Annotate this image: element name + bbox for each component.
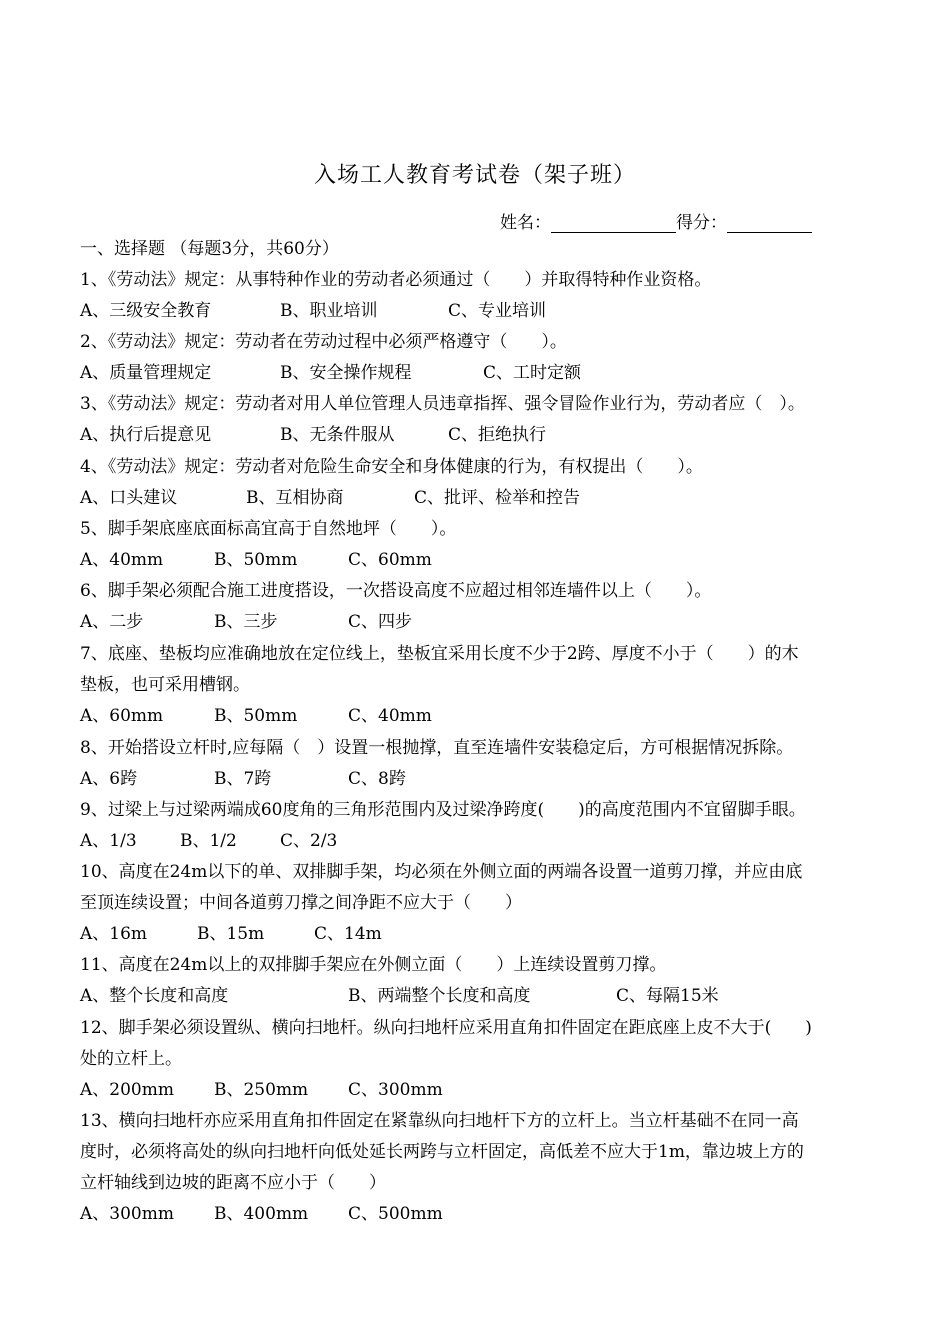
option-b: B、三步	[214, 612, 278, 632]
option-a: A、300mm	[80, 1204, 174, 1224]
question-10-text: 10、高度在24m以下的单、双排脚手架，均必须在外侧立面的两端各设置一道剪刀撑，并应由底	[80, 862, 803, 882]
score-label: 得分：	[676, 213, 727, 233]
question-9-text: 9、过梁上与过梁两端成60度角的三角形范围内及过梁净跨度( )的高度范围内不宜留脚手眼。	[80, 800, 806, 820]
option-a: A、6跨	[80, 769, 138, 789]
option-a: A、三级安全教育	[80, 301, 212, 321]
question-12-text: 处的立杆上。	[80, 1049, 182, 1069]
question-11-text: 11、高度在24m以上的双排脚手架应在外侧立面（ ）上连续设置剪刀撑。	[80, 955, 667, 975]
question-13-text: 立杆轴线到边坡的距离不应小于（ ）	[80, 1173, 386, 1193]
option-b: B、1/2	[180, 831, 237, 851]
option-a: A、质量管理规定	[80, 363, 212, 383]
option-b: B、50mm	[214, 550, 298, 570]
question-10-text: 至顶连续设置；中间各道剪刀撑之间净距不应大于（ ）	[80, 893, 522, 913]
option-c: C、四步	[348, 612, 413, 632]
option-c: C、500mm	[348, 1204, 443, 1224]
option-b: B、两端整个长度和高度	[348, 986, 531, 1006]
question-13-text: 度时，必须将高处的纵向扫地杆向低处延长两跨与立杆固定，高低差不应大于1m，靠边坡上方的	[80, 1142, 804, 1162]
option-a: A、执行后提意见	[80, 425, 212, 445]
option-a: A、口头建议	[80, 488, 178, 508]
score-blank	[727, 214, 812, 233]
question-5-text: 5、脚手架底座底面标高宜高于自然地坪（ ）。	[80, 519, 457, 539]
option-b: B、250mm	[214, 1080, 309, 1100]
option-a: A、40mm	[80, 550, 164, 570]
name-score-fields	[500, 208, 812, 233]
name-label: 姓名：	[500, 213, 551, 233]
question-1-text: 1、《劳动法》规定：从事特种作业的劳动者必须通过（ ）并取得特种作业资格。	[80, 270, 712, 290]
question-7-text: 7、底座、垫板均应准确地放在定位线上，垫板宜采用长度不少于2跨、厚度不小于（ ）的木	[80, 644, 799, 664]
question-7-text: 垫板，也可采用槽钢。	[80, 675, 250, 695]
question-4-text: 4、《劳动法》规定：劳动者对危险生命安全和身体健康的行为，有权提出（ ）。	[80, 457, 703, 477]
question-3-text: 3、《劳动法》规定：劳动者对用人单位管理人员违章指挥、强令冒险作业行为，劳动者应（ ）。	[80, 394, 805, 414]
option-c: C、拒绝执行	[448, 425, 547, 445]
option-a: A、1/3	[80, 831, 137, 851]
option-a: A、200mm	[80, 1080, 174, 1100]
option-b: B、15m	[197, 924, 265, 944]
option-b: B、无条件服从	[280, 425, 395, 445]
question-2-text: 2、《劳动法》规定：劳动者在劳动过程中必须严格遵守（ ）。	[80, 332, 567, 352]
option-b: B、400mm	[214, 1204, 309, 1224]
option-b: B、互相协商	[246, 488, 344, 508]
option-b: B、7跨	[214, 769, 272, 789]
option-c: C、300mm	[348, 1080, 443, 1100]
question-6-text: 6、脚手架必须配合施工进度搭设，一次搭设高度不应超过相邻连墙件以上（ ）。	[80, 581, 712, 601]
section-heading: 一、选择题 （每题3分，共60分）	[80, 239, 339, 259]
question-8-text: 8、开始搭设立杆时,应每隔（ ）设置一根抛撑，直至连墙件安装稳定后，方可根据情况拆除。	[80, 738, 794, 758]
name-blank	[551, 214, 676, 233]
option-c: C、8跨	[348, 769, 406, 789]
option-c: C、每隔15米	[616, 986, 719, 1006]
option-b: B、职业培训	[280, 301, 378, 321]
option-b: B、安全操作规程	[280, 363, 412, 383]
option-c: C、40mm	[348, 706, 432, 726]
option-c: C、工时定额	[483, 363, 582, 383]
option-a: A、60mm	[80, 706, 164, 726]
option-c: C、专业培训	[448, 301, 547, 321]
option-a: A、16m	[80, 924, 148, 944]
option-c: C、批评、检举和控告	[414, 488, 581, 508]
question-13-text: 13、横向扫地杆亦应采用直角扣件固定在紧靠纵向扫地杆下方的立杆上。当立杆基础不在同一高	[80, 1111, 799, 1131]
option-c: C、14m	[314, 924, 382, 944]
option-a: A、二步	[80, 612, 144, 632]
question-12-text: 12、脚手架必须设置纵、横向扫地杆。纵向扫地杆应采用直角扣件固定在距底座上皮不大于( )	[80, 1018, 812, 1038]
page-title: 入场工人教育考试卷（架子班）	[313, 163, 636, 188]
option-a: A、整个长度和高度	[80, 986, 229, 1006]
option-c: C、60mm	[348, 550, 432, 570]
option-b: B、50mm	[214, 706, 298, 726]
option-c: C、2/3	[280, 831, 338, 851]
